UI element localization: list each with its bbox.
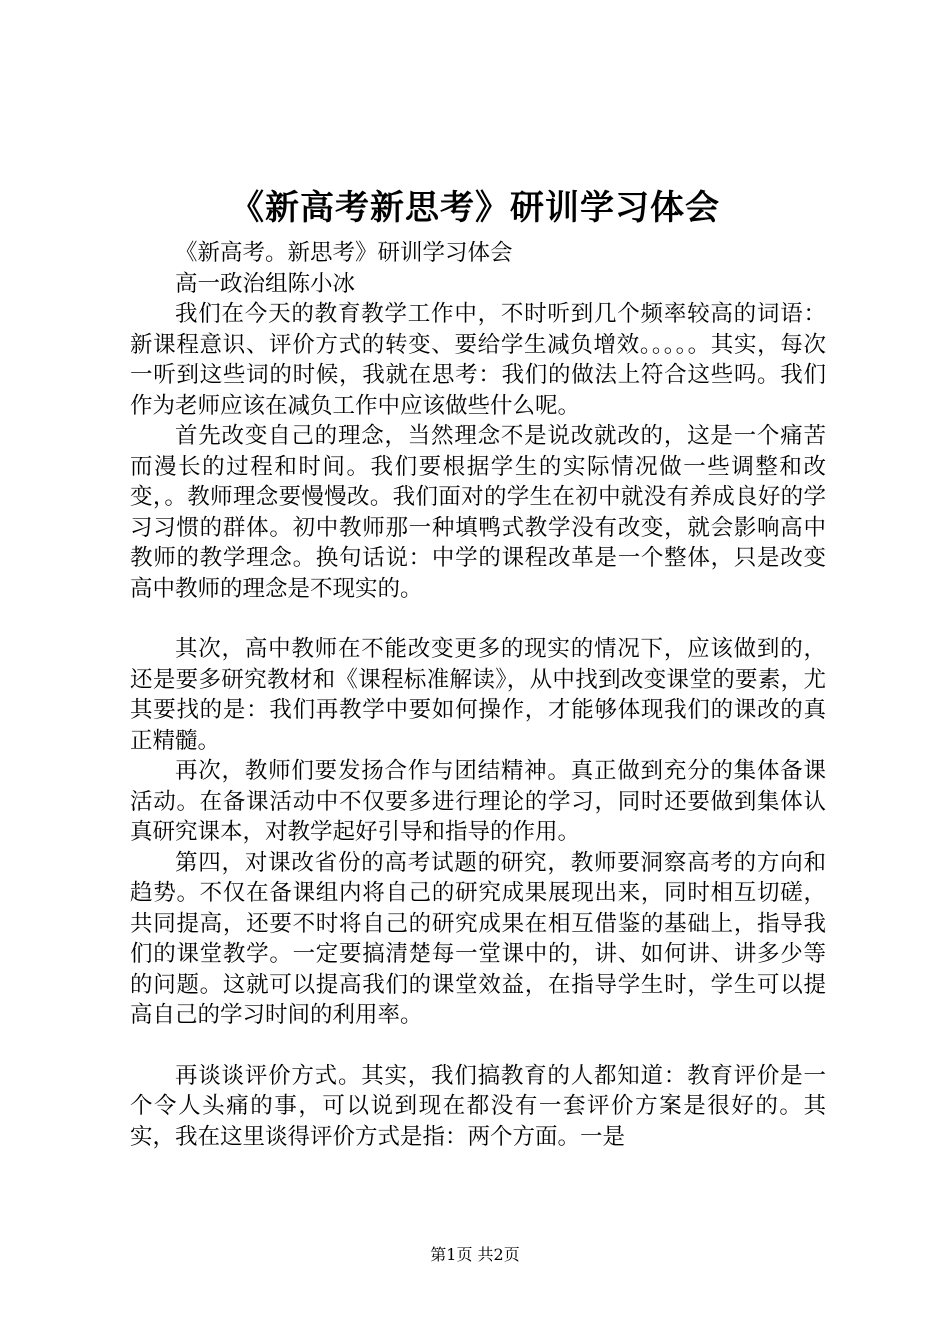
paragraph-second: 其次，高中教师在不能改变更多的现实的情况下，应该做到的，还是要多研究教材和《课程标准解读》，从中找到改变课堂的要素，尤其要找的是：我们再教学中要如何操作，才能够体现我们的课改的真正精髓。 xyxy=(130,636,826,754)
document-body xyxy=(130,238,826,1152)
document-author: 高一政治组陈小冰 xyxy=(175,270,356,297)
page-footer: 第1页 共2页 xyxy=(430,1245,520,1264)
paragraph-first: 首先改变自己的理念，当然理念不是说改就改的，这是一个痛苦而漫长的过程和时间。我们要根据学生的实际情况做一些调整和改变，。教师理念要慢慢改。我们面对的学生在初中就没有养成良好的学习习惯的群体。初中教师那一种填鸭式教学没有改变，就会影响高中教师的教学理念。换句话说：中学的课程改革是一个整体，只是改变高中教师的理念是不现实的。 xyxy=(130,423,826,602)
document-title: 《新高考新思考》研训学习体会 xyxy=(230,188,720,228)
paragraph-evaluation: 再谈谈评价方式。其实，我们搞教育的人都知道：教育评价是一个令人头痛的事，可以说到现在都没有一套评价方案是很好的。其实，我在这里谈得评价方式是指：两个方面。一是 xyxy=(130,1062,826,1150)
document-subtitle: 《新高考。新思考》研训学习体会 xyxy=(175,240,513,266)
paragraph-third: 再次，教师们要发扬合作与团结精神。真正做到充分的集体备课活动。在备课活动中不仅要多进行理论的学习，同时还要做到集体认真研究课本，对教学起好引导和指导的作用。 xyxy=(130,758,826,845)
paragraph-intro: 我们在今天的教育教学工作中，不时听到几个频率较高的词语：新课程意识、评价方式的转变、要给学生减负增效。。。。。其实，每次一听到这些词的时候，我就在思考：我们的做法上符合这些吗。我们作为老师应该在减负工作中应该做些什么呢。 xyxy=(130,301,826,419)
paragraph-fourth: 第四，对课改省份的高考试题的研究，教师要洞察高考的方向和趋势。不仅在备课组内将自己的研究成果展现出来，同时相互切磋，共同提高，还要不时将自己的研究成果在相互借鉴的基础上，指导我们的课堂教学。一定要搞清楚每一堂课中的，讲、如何讲、讲多少等的问题。这就可以提高我们的课堂效益，在指导学生时，学生可以提高自己的学习时间的利用率。 xyxy=(130,849,826,1028)
